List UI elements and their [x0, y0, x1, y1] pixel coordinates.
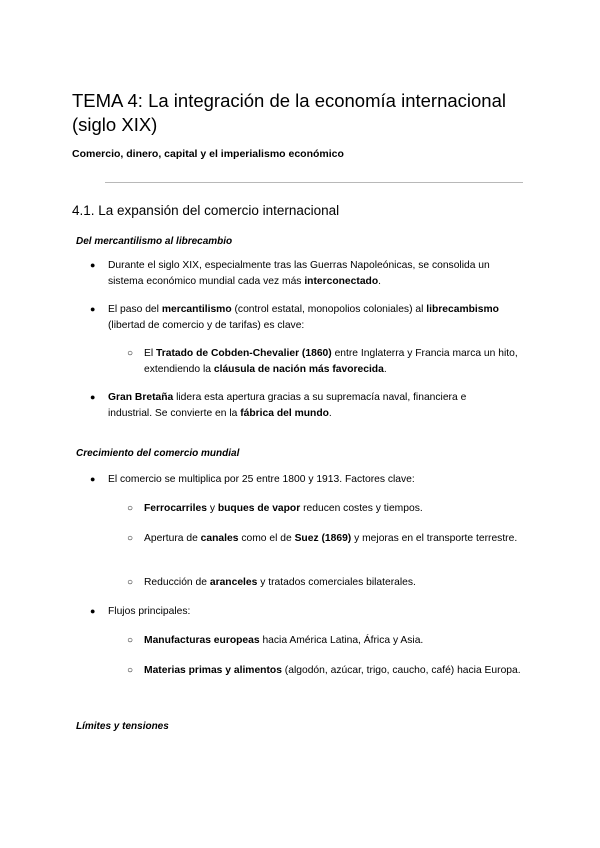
- list-item: El Tratado de Cobden-Chevalier (1860) entre Inglaterra y Francia marca un hito, extendiendo la cláusula de nación más favorecida.: [144, 348, 518, 375]
- bullet-circle: ○: [127, 503, 134, 514]
- list-item: Ferrocarriles y buques de vapor reducen costes y tiempos.: [144, 503, 423, 514]
- bullet-disc: ●: [90, 260, 96, 270]
- list-item: Durante el siglo XIX, especialmente tras las Guerras Napoleónicas, se consolida un sistema económico mundial cada vez más interconectado.: [108, 260, 490, 287]
- list-item: El comercio se multiplica por 25 entre 1800 y 1913. Factores clave:: [108, 474, 415, 485]
- list-item: Gran Bretaña lidera esta apertura gracias a su supremacía naval, financiera e industrial. Se convierte en la fábrica del mundo.: [108, 392, 467, 419]
- horizontal-divider: [105, 182, 523, 183]
- bullet-disc: ●: [90, 392, 96, 402]
- list-item: Apertura de canales como el de Suez (1869) y mejoras en el transporte terrestre.: [144, 533, 518, 544]
- page-subtitle: Comercio, dinero, capital y el imperialismo económico: [72, 148, 344, 160]
- bullet-circle: ○: [127, 635, 134, 646]
- list-item: El paso del mercantilismo (control estatal, monopolios coloniales) al librecambismo (libertad de comercio y de tarifas) es clave:: [108, 304, 499, 331]
- bullet-circle: ○: [127, 533, 134, 544]
- subsection-heading-crecimiento: Crecimiento del comercio mundial: [76, 448, 240, 459]
- subsection-heading-mercantilismo: Del mercantilismo al librecambio: [76, 236, 233, 247]
- list-item: Reducción de aranceles y tratados comerciales bilaterales.: [144, 577, 416, 588]
- subsection-heading-limites: Límites y tensiones: [76, 721, 169, 732]
- bullet-circle: ○: [127, 577, 134, 588]
- page-title: TEMA 4: La integración de la economía internacional (siglo XIX): [72, 90, 506, 135]
- list-item: Manufacturas europeas hacia América Latina, África y Asia.: [144, 635, 424, 646]
- bullet-disc: ●: [90, 474, 96, 484]
- list-item: Materias primas y alimentos (algodón, azúcar, trigo, caucho, café) hacia Europa.: [144, 665, 521, 676]
- list-item: Flujos principales:: [108, 606, 191, 617]
- bullet-circle: ○: [127, 665, 134, 676]
- bullet-disc: ●: [90, 606, 96, 616]
- bullet-disc: ●: [90, 304, 96, 314]
- bullet-circle: ○: [127, 348, 134, 359]
- section-heading: 4.1. La expansión del comercio internacional: [72, 203, 340, 218]
